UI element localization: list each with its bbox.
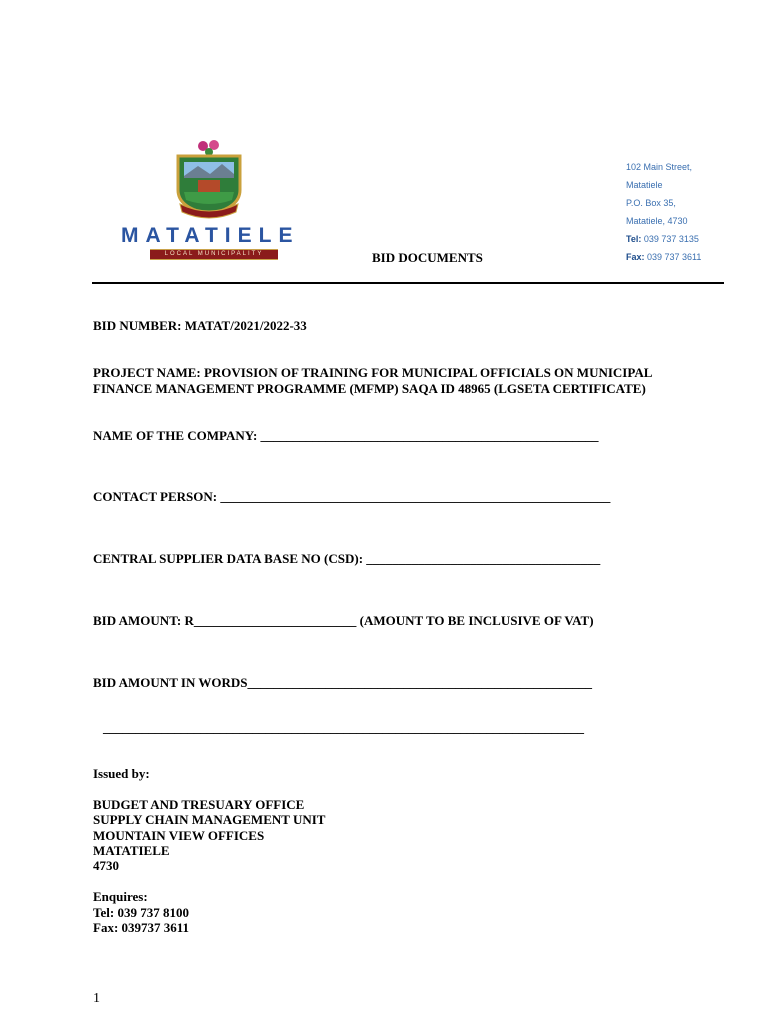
- project-name-line: FINANCE MANAGEMENT PROGRAMME (MFMP) SAQA ID 48965 (LGSETA CERTIFICATE): [93, 381, 646, 396]
- bid-number: BID NUMBER: MATAT/2021/2022-33: [93, 318, 307, 333]
- issuer-line: 4730: [93, 858, 119, 873]
- address-fax: Fax: 039 737 3611: [626, 252, 702, 262]
- address-line: Matatiele, 4730: [626, 216, 688, 226]
- issuer-line: BUDGET AND TRESUARY OFFICE: [93, 797, 305, 812]
- csd-number-field[interactable]: CENTRAL SUPPLIER DATA BASE NO (CSD): ____________________________________: [93, 551, 601, 566]
- page-number: 1: [93, 991, 100, 1006]
- issued-by-label: Issued by:: [93, 766, 150, 781]
- issuer-line: MATATIELE: [93, 843, 170, 858]
- address-line: Matatiele: [626, 180, 663, 190]
- org-wordmark: MATATIELE: [121, 224, 300, 247]
- company-name-field[interactable]: NAME OF THE COMPANY: ____________________________________________________: [93, 428, 599, 443]
- bid-amount-words-field[interactable]: BID AMOUNT IN WORDS_____________________________________________________: [93, 675, 592, 690]
- contact-person-field[interactable]: CONTACT PERSON: ____________________________________________________________: [93, 489, 611, 504]
- bid-amount-field[interactable]: BID AMOUNT: R_________________________ (AMOUNT TO BE INCLUSIVE OF VAT): [93, 613, 594, 628]
- municipal-crest-logo: [170, 138, 248, 220]
- org-sub-banner: LOCAL MUNICIPALITY: [150, 249, 278, 260]
- enquires-label: Enquires:: [93, 889, 148, 904]
- enquires-tel: Tel: 039 737 8100: [93, 905, 189, 920]
- address-line: P.O. Box 35,: [626, 198, 676, 208]
- issuer-line: MOUNTAIN VIEW OFFICES: [93, 828, 265, 843]
- address-line: 102 Main Street,: [626, 162, 693, 172]
- header-divider: [92, 282, 724, 284]
- address-block: [626, 158, 701, 266]
- address-tel: Tel: 039 737 3135: [626, 234, 699, 244]
- bid-amount-words-continuation[interactable]: __________________________________________________________________________: [103, 720, 584, 735]
- enquires-fax: Fax: 039737 3611: [93, 920, 190, 935]
- issuer-line: SUPPLY CHAIN MANAGEMENT UNIT: [93, 812, 326, 827]
- project-name-line: PROJECT NAME: PROVISION OF TRAINING FOR MUNICIPAL OFFICIALS ON MUNICIPAL: [93, 365, 653, 380]
- document-title: BID DOCUMENTS: [372, 250, 483, 265]
